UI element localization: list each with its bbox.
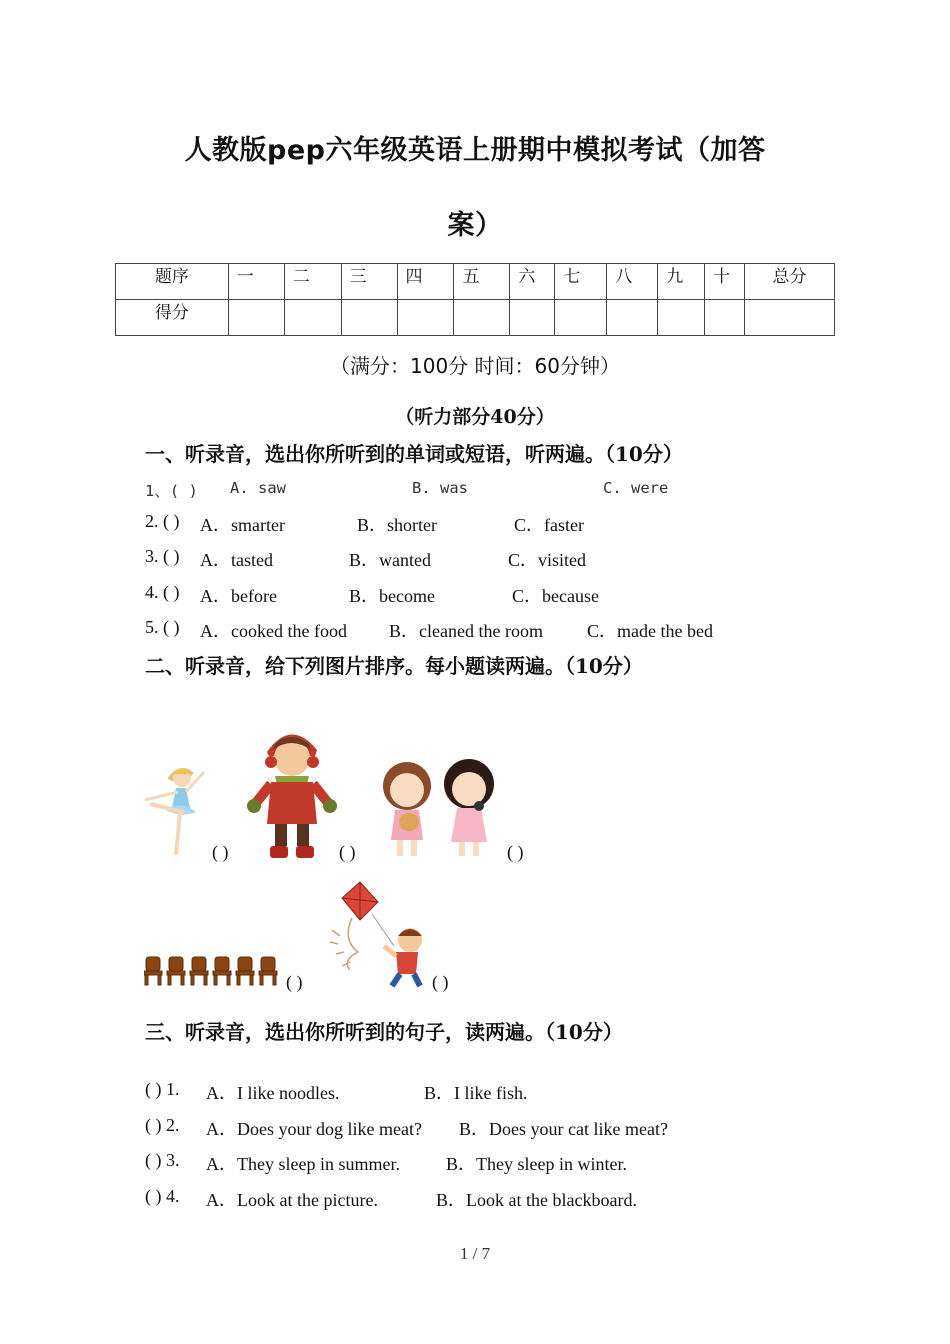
option-b: B．shorter (357, 515, 437, 535)
option-b: B．They sleep in winter. (446, 1154, 627, 1174)
question-number: ( ) 1. (145, 1079, 180, 1099)
score-cell[interactable] (607, 300, 658, 336)
option-c: C. were (603, 479, 669, 497)
option-a: A．cooked the food (200, 621, 347, 641)
score-table (115, 263, 835, 336)
score-cell[interactable] (228, 300, 284, 336)
option-b: B．become (349, 586, 435, 606)
order-blank[interactable]: ( ) (507, 842, 524, 862)
exam-info: （满分：100分 时间：60分钟） (330, 354, 620, 378)
column-header: 五 (454, 264, 510, 300)
option-a: A．I like noodles. (206, 1083, 340, 1103)
question-number: 3. ( ) (145, 546, 180, 566)
score-table-header-row (116, 264, 835, 300)
score-cell[interactable] (658, 300, 705, 336)
winter-boy-illustration (245, 722, 337, 860)
page-title: 人教版pep六年级英语上册期中模拟考试（加答 (184, 135, 766, 166)
question-number: ( ) 2. (145, 1115, 180, 1135)
option-b: B．wanted (349, 550, 431, 570)
row-header-cell: 题序 (116, 264, 229, 300)
score-cell[interactable] (510, 300, 555, 336)
column-header: 七 (555, 264, 607, 300)
section3-heading: 三、听录音，选出你所听到的句子，读两遍。（10分） (145, 1020, 623, 1044)
question-number: 2. ( ) (145, 511, 180, 531)
column-header: 八 (607, 264, 658, 300)
question-number: ( ) 4. (145, 1186, 180, 1206)
score-table-score-row (116, 300, 835, 336)
option-a: A. saw (230, 479, 286, 497)
score-cell[interactable] (705, 300, 745, 336)
score-cell[interactable] (341, 300, 397, 336)
score-cell[interactable] (745, 300, 835, 336)
kite-boy-illustration (322, 880, 430, 990)
option-a: A．Does your dog like meat? (206, 1119, 422, 1139)
option-a: A．They sleep in summer. (206, 1154, 400, 1174)
option-a: A．before (200, 586, 277, 606)
question-number: ( ) 3. (145, 1150, 180, 1170)
option-b: B．I like fish. (424, 1083, 528, 1103)
score-cell[interactable] (555, 300, 607, 336)
two-girls-illustration (373, 756, 503, 860)
option-a: A．Look at the picture. (206, 1190, 378, 1210)
option-b: B．Does your cat like meat? (459, 1119, 668, 1139)
column-header: 六 (510, 264, 555, 300)
ballet-dancer-illustration (140, 760, 210, 860)
option-c: C．visited (508, 550, 587, 570)
option-a: A．tasted (200, 550, 273, 570)
score-cell[interactable] (454, 300, 510, 336)
question-number: 5. ( ) (145, 617, 180, 637)
section1-heading: 一、听录音，选出你所听到的单词或短语，听两遍。（10分） (145, 442, 683, 466)
page-title-continued: 案） (447, 210, 503, 241)
listening-part-label: （听力部分40分） (395, 406, 555, 428)
section2-heading: 二、听录音，给下列图片排序。每小题读两遍。（10分） (145, 654, 643, 678)
option-c: C．made the bed (587, 621, 713, 641)
option-c: C．faster (514, 515, 584, 535)
chairs-illustration (144, 955, 284, 987)
order-blank[interactable]: ( ) (339, 842, 356, 862)
option-b: B. was (412, 479, 468, 497)
option-b: B．cleaned the room (389, 621, 543, 641)
score-cell[interactable] (284, 300, 341, 336)
page-number: 1 / 7 (459, 1244, 491, 1263)
column-header: 十 (705, 264, 745, 300)
option-c: C．because (512, 586, 599, 606)
order-blank[interactable]: ( ) (212, 842, 229, 862)
order-blank[interactable]: ( ) (286, 972, 303, 992)
column-header: 二 (284, 264, 341, 300)
column-header: 一 (228, 264, 284, 300)
score-label-cell: 得分 (116, 300, 229, 336)
column-header: 三 (341, 264, 397, 300)
option-a: A．smarter (200, 515, 285, 535)
score-cell[interactable] (397, 300, 454, 336)
column-header: 四 (397, 264, 454, 300)
column-header: 九 (658, 264, 705, 300)
order-blank[interactable]: ( ) (432, 972, 449, 992)
question-number: 4. ( ) (145, 582, 180, 602)
option-b: B．Look at the blackboard. (436, 1190, 637, 1210)
question-number: 1、( ) (145, 482, 198, 500)
column-header-total: 总分 (745, 264, 835, 300)
